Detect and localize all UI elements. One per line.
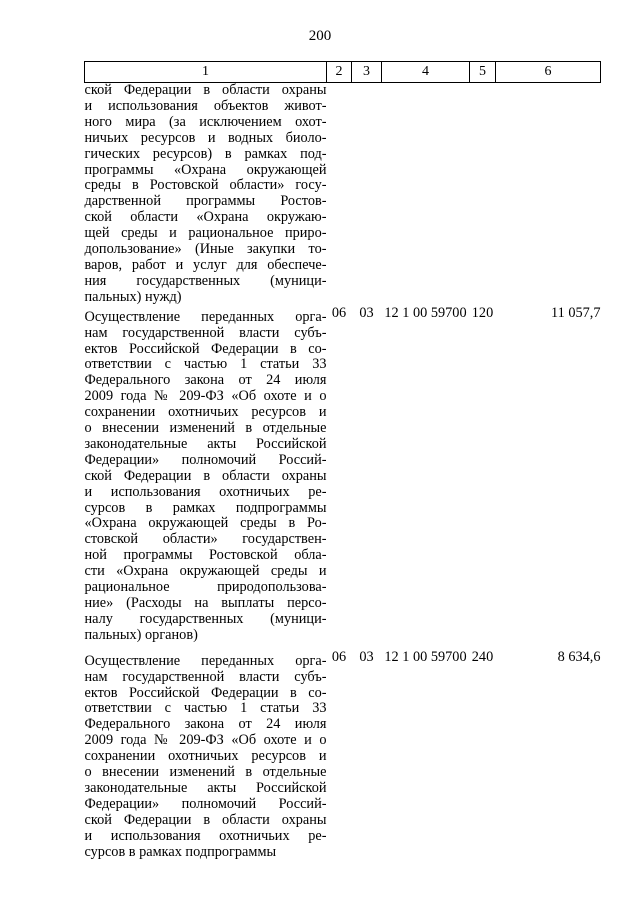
description-line: щей среды и рациональное приро- xyxy=(84,225,327,242)
description-line: Федерального закона от 24 июля xyxy=(84,716,327,733)
description-line: ничьих ресурсов и водных биоло- xyxy=(84,129,327,146)
target-article-code: 12 1 00 59700 xyxy=(384,648,467,665)
target-article-code: 12 1 00 59700 xyxy=(384,304,467,321)
description-line: пальных) органов) xyxy=(84,626,198,643)
subsection-code: 03 xyxy=(359,648,374,665)
description-line: о внесении изменений в отдельные xyxy=(84,764,327,781)
description-line: допользование» (Иные закупки то- xyxy=(84,241,327,258)
description-line: и использования объектов живот- xyxy=(84,97,327,114)
description-line: и использования охотничьих ре- xyxy=(84,827,327,844)
description-line: о внесении изменений в отдельные xyxy=(84,420,327,437)
expense-description xyxy=(85,650,327,867)
description-line: сохранении охотничьих ресурсов и xyxy=(84,748,327,765)
description-line: сти «Охрана окружающей среды и xyxy=(84,563,327,580)
description-line: законодательные акты Российской xyxy=(84,435,327,452)
description-line: 2009 года № 209-ФЗ «Об охоте и о xyxy=(84,732,327,749)
amount-value xyxy=(496,83,601,306)
budget-table xyxy=(84,61,601,867)
amount-value: 11 057,7 xyxy=(550,304,601,321)
description-line: сохранении охотничьих ресурсов и xyxy=(84,404,327,421)
description-line: ской Федерации в области охраны xyxy=(84,82,327,98)
description-line: ектов Российской Федерации в со- xyxy=(84,340,327,357)
header-row xyxy=(85,62,601,83)
column-header-4: 4 xyxy=(382,62,470,83)
description-line: варов, работ и услуг для обеспече- xyxy=(84,256,327,273)
page-number: 200 xyxy=(308,28,332,44)
description-line: ного мира (за исключением охот- xyxy=(84,113,327,130)
description-line: среды в Ростовской области» госу- xyxy=(84,177,327,194)
table-row xyxy=(85,306,601,650)
description-line: Федерации» полномочий Россий- xyxy=(84,451,327,468)
expense-type-code xyxy=(470,83,496,306)
column-header-6: 6 xyxy=(496,62,601,83)
expense-type-code: 240 xyxy=(471,648,494,665)
description-line: ответствии с частью 1 статьи 33 xyxy=(84,356,327,373)
description-line: программы «Охрана окружающей xyxy=(84,161,327,178)
description-line: ской Федерации в области охраны xyxy=(84,811,327,828)
section-code xyxy=(327,83,352,306)
description-line: «Охрана окружающей среды в Ро- xyxy=(84,515,327,532)
description-line: ектов Российской Федерации в со- xyxy=(84,684,327,701)
column-header-5: 5 xyxy=(470,62,496,83)
description-line: гических ресурсов) в рамках под- xyxy=(84,145,327,162)
description-line: ответствии с частью 1 статьи 33 xyxy=(84,700,327,717)
column-header-1: 1 xyxy=(85,62,327,83)
description-line: законодательные акты Российской xyxy=(84,779,327,796)
column-header-2: 2 xyxy=(327,62,352,83)
description-line: ние» (Расходы на выплаты персо- xyxy=(84,595,327,611)
description-line: стовской области» государствен- xyxy=(84,531,327,548)
amount-value: 8 634,6 xyxy=(557,648,601,665)
expense-description xyxy=(85,306,327,650)
description-line: Федерального закона от 24 июля xyxy=(84,372,327,389)
description-line: налу государственных (муници- xyxy=(84,610,327,627)
section-code: 06 xyxy=(331,648,347,665)
description-line: ния государственных (муници- xyxy=(84,272,327,289)
description-line: нам государственной власти субъ- xyxy=(84,668,327,685)
column-header-3: 3 xyxy=(352,62,382,83)
description-line: Осуществление переданных орга- xyxy=(84,308,327,325)
description-line: Осуществление переданных орга- xyxy=(84,652,327,669)
target-article-code xyxy=(382,83,470,306)
description-line: ской Федерации в области охраны xyxy=(84,467,327,484)
description-line: и использования охотничьих ре- xyxy=(84,483,327,500)
table-row xyxy=(85,650,601,867)
description-line: сурсов в рамках подпрограммы xyxy=(84,499,327,516)
description-line: нам государственной власти субъ- xyxy=(84,324,327,341)
expense-type-code: 120 xyxy=(471,304,494,321)
subsection-code: 03 xyxy=(359,304,374,321)
description-line: рациональное природопользова- xyxy=(84,579,327,596)
description-line: Федерации» полномочий Россий- xyxy=(84,795,327,812)
table-row xyxy=(85,83,601,306)
description-line: ской области «Охрана окружаю- xyxy=(84,209,327,226)
subsection-code xyxy=(352,83,382,306)
description-line: пальных) нужд) xyxy=(84,288,182,305)
description-line: дарственной программы Ростов- xyxy=(84,193,327,210)
description-line: 2009 года № 209-ФЗ «Об охоте и о xyxy=(84,388,327,405)
description-line: ной программы Ростовской обла- xyxy=(84,547,327,564)
expense-description xyxy=(85,83,327,306)
section-code: 06 xyxy=(331,304,347,321)
description-line: сурсов в рамках подпрограммы xyxy=(84,843,277,860)
